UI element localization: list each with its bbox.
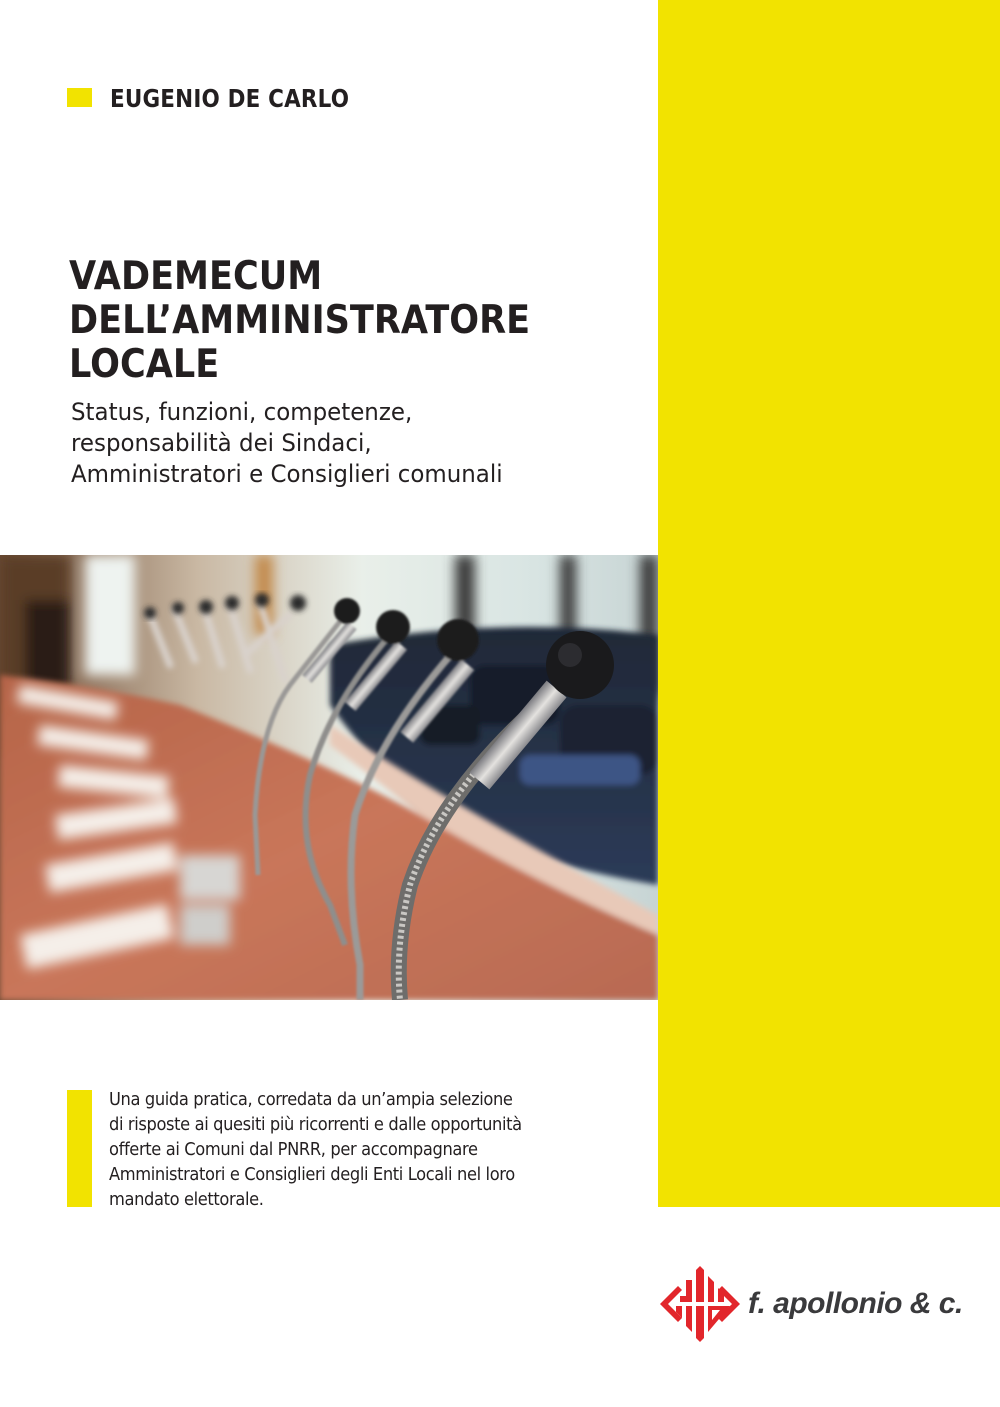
blurb-line-5: mandato elettorale. — [109, 1190, 264, 1210]
apollonio-logo-icon — [658, 1262, 742, 1346]
title-line-3: LOCALE — [69, 342, 220, 387]
title-line-2: DELL’AMMINISTRATORE — [69, 298, 531, 343]
book-subtitle — [71, 397, 503, 490]
blurb-line-4: Amministratori e Consiglieri degli Enti Locali nel loro — [109, 1165, 515, 1185]
yellow-side-panel — [658, 0, 1000, 1207]
blurb-line-1: Una guida pratica, corredata da un’ampia selezione — [109, 1090, 513, 1110]
book-title — [69, 255, 530, 387]
subtitle-line-3: Amministratori e Consiglieri comunali — [71, 460, 503, 488]
author-marker-square — [67, 88, 92, 107]
publisher-name: f. apollonio & c. — [748, 1287, 963, 1320]
blurb-marker-bar — [67, 1090, 92, 1207]
cover-photo — [0, 555, 658, 1000]
blurb-line-3: offerte ai Comuni dal PNRR, per accompagnare — [109, 1140, 478, 1160]
blurb-line-2: di risposte ai quesiti più ricorrenti e dalle opportunità — [109, 1115, 522, 1135]
title-line-1: VADEMECUM — [69, 254, 323, 299]
author-name: EUGENIO DE CARLO — [110, 84, 350, 113]
subtitle-line-2: responsabilità dei Sindaci, — [71, 429, 372, 457]
publisher-mark — [658, 1262, 963, 1346]
subtitle-line-1: Status, funzioni, competenze, — [71, 398, 413, 426]
microphone-photo-icon — [0, 555, 658, 1000]
book-blurb — [109, 1088, 574, 1213]
